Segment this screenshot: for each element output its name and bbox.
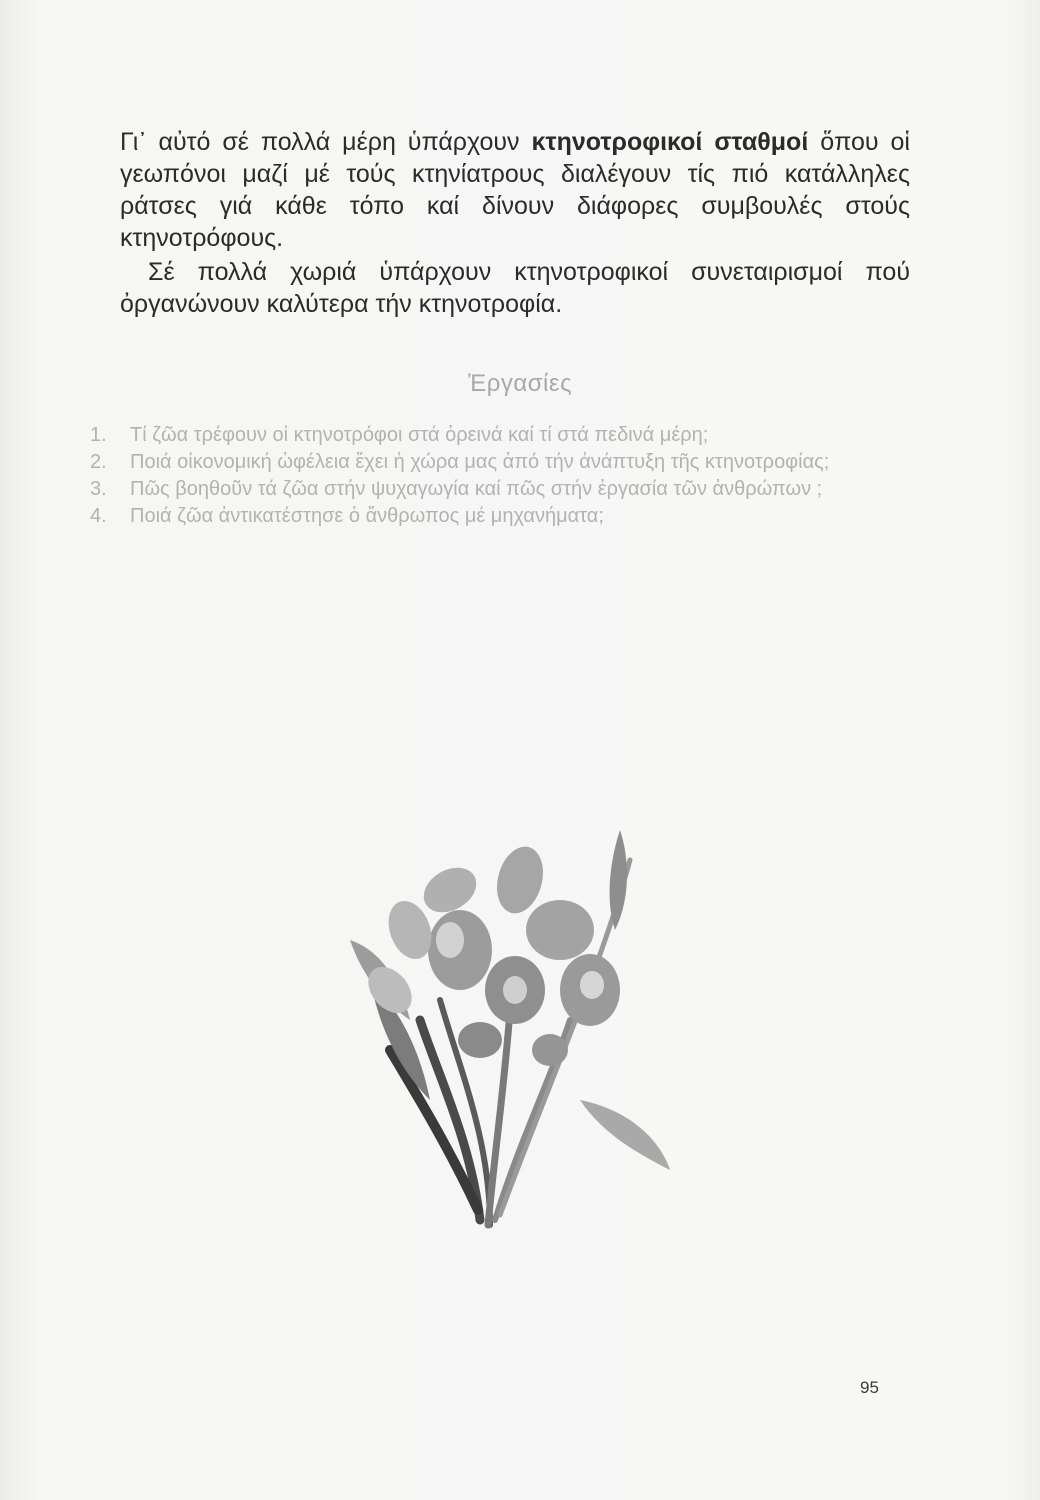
bouquet-stems	[390, 860, 630, 1225]
task-item	[90, 449, 910, 476]
paragraph-research-stations	[120, 126, 910, 254]
page-number: 95	[860, 1378, 879, 1397]
task-number: 3.	[90, 478, 107, 500]
task-text: Τί ζῶα τρέφουν οἱ κτηνοτρόφοι στά ὀρεινά καί τί στά πεδινά μέρη;	[130, 424, 709, 446]
task-number: 4.	[90, 505, 107, 527]
task-number: 2.	[90, 451, 107, 473]
task-item	[90, 476, 910, 503]
task-text: Ποιά ζῶα ἀντικατέστησε ὁ ἄνθρωπος μέ μηχανήματα;	[130, 505, 604, 527]
paragraph-cooperatives: Σέ πολλά χωριά ὑπάρχουν κτηνοτροφικοί συνεταιρισμοί πού ὀργανώνουν καλύτερα τήν κτηνοτροφία.	[120, 258, 910, 318]
task-item	[90, 422, 910, 449]
flower-bouquet-icon	[330, 820, 690, 1240]
task-text: Πῶς βοηθοῦν τά ζῶα στήν ψυχαγωγία καί πῶς στήν ἐργασία τῶν ἀνθρώπων ;	[130, 478, 823, 500]
tasks-list	[90, 422, 910, 530]
paragraph1-start: Γι᾽ αὐτό σέ πολλά μέρη ὑπάρχουν	[120, 128, 532, 156]
paragraph1-bold-term: κτηνοτροφικοί σταθμοί	[531, 128, 809, 156]
body-text	[120, 126, 910, 320]
task-number: 1.	[90, 424, 107, 446]
section-title: Ἐργασίες	[467, 370, 573, 397]
task-text: Ποιά οἰκονομική ὠφέλεια ἔχει ἡ χώρα μας ἀπό τήν ἀνάπτυξη τῆς κτηνοτροφίας;	[130, 451, 830, 473]
task-item	[90, 503, 910, 530]
paragraph1-end: ὅπου οἱ γεωπόνοι μαζί μέ τούς κτηνίατρους διαλέγουν τίς πιό κατάλληλες ράτσες γιά κάθε τόπο καί δίνουν διάφορες συμβουλές στούς κτηνοτρόφους.	[120, 128, 910, 252]
